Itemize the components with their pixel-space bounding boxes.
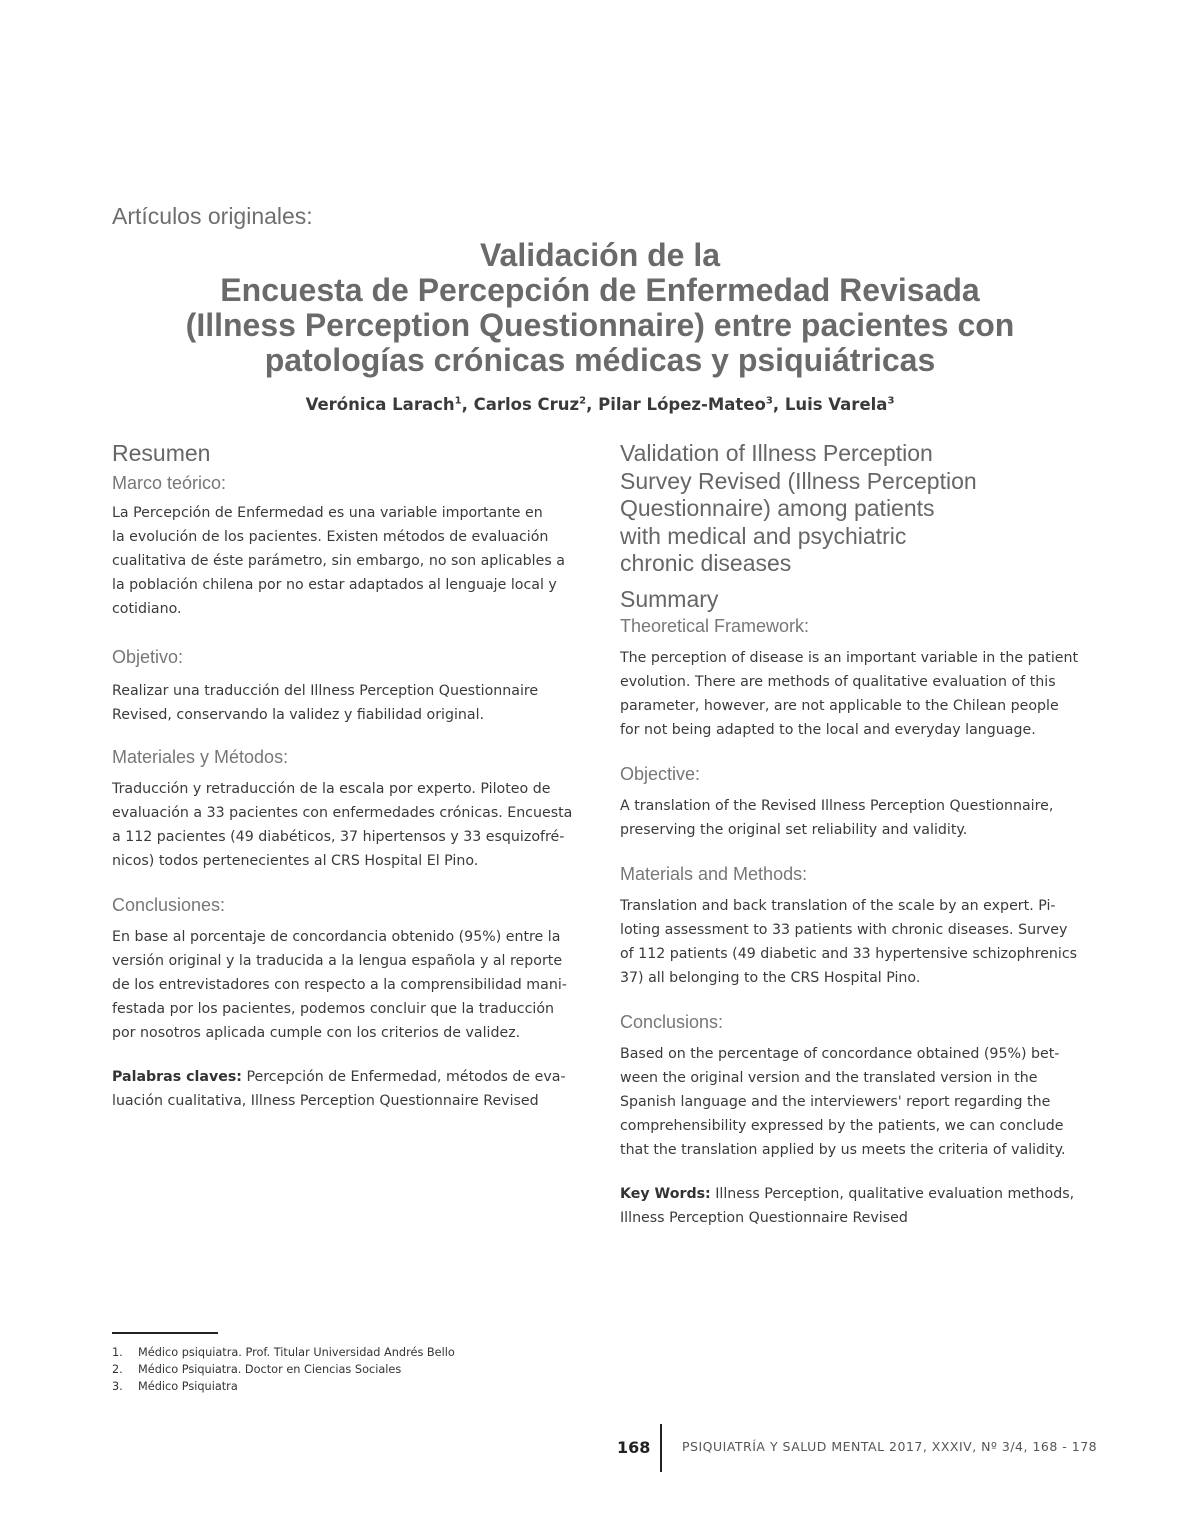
conclusions-heading: Conclusions:: [620, 1011, 724, 1032]
text-line: la evolución de los pacientes. Existen métodos de evaluación: [112, 529, 549, 545]
text-line: Traducción y retraducción de la escala por experto. Piloteo de: [112, 781, 551, 797]
keywords-text: Illness Perception Questionnaire Revised: [620, 1209, 908, 1226]
title-line: Validation of Illness Perception: [620, 440, 933, 466]
conclusiones-text: [112, 925, 582, 1045]
text-line: Translation and back translation of the scale by an expert. Pi-: [620, 897, 1056, 914]
text-line: ween the original version and the translated version in the: [620, 1069, 1038, 1086]
objetivo-text: [112, 679, 582, 727]
framework-heading: Theoretical Framework:: [620, 615, 810, 636]
text-line: loting assessment to 33 patients with chronic diseases. Survey: [620, 921, 1068, 938]
page-number: 168: [617, 1438, 651, 1457]
objective-heading: Objective:: [620, 763, 701, 784]
title-line: chronic diseases: [620, 550, 792, 576]
summary-heading: Summary: [620, 585, 719, 612]
materials-text: [620, 894, 1090, 990]
author-name: Pilar López-Mateo: [598, 395, 766, 414]
text-line: versión original y la traducida a la lengua española y al reporte: [112, 953, 563, 969]
title-line: with medical and psychiatric: [620, 522, 907, 549]
key-words: [620, 1182, 1090, 1230]
text-line: la población chilena por no estar adaptados al lenguaje local y: [112, 577, 557, 593]
author-list: Verónica Larach$^1$, Carlos Cruz$^2$, Pilar López-Mateo$^3$, Luis Varela$^3$: [305, 395, 895, 414]
english-abstract: [620, 440, 1090, 1230]
english-title: [620, 440, 1090, 578]
title-line: Survey Revised (Illness Perception: [620, 467, 977, 494]
title-line: Questionnaire) among patients: [620, 495, 935, 521]
objetivo-heading: Objetivo:: [112, 647, 184, 667]
text-line: 37) all belonging to the CRS Hospital Pino.: [620, 969, 921, 986]
section-label: Artículos originales:: [112, 203, 313, 229]
title-line: Encuesta de Percepción de Enfermedad Revisada: [220, 272, 980, 308]
footnote-text: Médico Psiquiatra: [138, 1380, 238, 1393]
text-line: de los entrevistadores con respecto a la comprensibilidad mani-: [112, 977, 567, 993]
text-line: a 112 pacientes (49 diabéticos, 37 hipertensos y 33 esquizofré-: [112, 829, 565, 845]
materials-heading: Materials and Methods:: [620, 863, 808, 884]
article-title: [100, 238, 1100, 378]
resumen-heading: Resumen: [112, 440, 211, 466]
text-line: Spanish language and the interviewers' report regarding the: [620, 1093, 1051, 1110]
keywords-label: Palabras claves:: [112, 1069, 242, 1085]
text-line: La Percepción de Enfermedad es una variable importante en: [112, 505, 543, 521]
keywords-text: Illness Perception, qualitative evaluation methods,: [710, 1185, 1075, 1202]
materiales-text: [112, 777, 582, 873]
footnote-number: 2.: [112, 1363, 123, 1376]
author-name: Verónica Larach: [305, 395, 455, 414]
text-line: A translation of the Revised Illness Perception Questionnaire,: [620, 797, 1054, 814]
footnote-rule: [112, 1332, 218, 1334]
text-line: cualitativa de éste parámetro, sin embargo, no son aplicables a: [112, 553, 565, 569]
footnote: [112, 1344, 455, 1361]
text-line: for not being adapted to the local and everyday language.: [620, 721, 1036, 738]
text-line: evaluación a 33 pacientes con enfermedades crónicas. Encuesta: [112, 805, 573, 821]
footnote-text: Médico Psiquiatra. Doctor en Ciencias Sociales: [138, 1363, 402, 1376]
title-line: Validación de la: [479, 237, 721, 273]
footnote-number: 3.: [112, 1380, 123, 1393]
keywords-text: luación cualitativa, Illness Perception Questionnaire Revised: [112, 1093, 539, 1109]
text-line: por nosotros aplicada cumple con los criterios de validez.: [112, 1025, 521, 1041]
text-line: cotidiano.: [112, 601, 182, 617]
marco-teorico-heading: Marco teórico:: [112, 473, 227, 493]
text-line: evolution. There are methods of qualitative evaluation of this: [620, 673, 1056, 690]
text-line: festada por los pacientes, podemos concluir que la traducción: [112, 1001, 554, 1017]
journal-reference: PSIQUIATRÍA Y SALUD MENTAL 2017, XXXIV, Nº 3/4, 168 - 178: [682, 1439, 1098, 1454]
title-line: patologías crónicas médicas y psiquiátricas: [264, 342, 936, 378]
text-line: The perception of disease is an important variable in the patient: [620, 649, 1079, 666]
author-name: Carlos Cruz: [473, 395, 580, 414]
text-line: preserving the original set reliability and validity.: [620, 821, 968, 838]
text-line: En base al porcentaje de concordancia obtenido (95%) entre la: [112, 929, 561, 945]
footnote-number: 1.: [112, 1346, 123, 1359]
title-line: (Illness Perception Questionnaire) entre pacientes con: [185, 307, 1015, 343]
author-affiliation: 2: [579, 395, 587, 407]
text-line: of 112 patients (49 diabetic and 33 hypertensive schizophrenics: [620, 945, 1078, 962]
author-name: Luis Varela: [784, 395, 888, 414]
footnotes: [112, 1332, 455, 1395]
framework-text: [620, 646, 1090, 742]
text-line: comprehensibility expressed by the patients, we can conclude: [620, 1117, 1064, 1134]
objective-text: [620, 794, 1090, 842]
text-line: Realizar una traducción del Illness Perception Questionnaire: [112, 683, 539, 699]
text-line: that the translation applied by us meets the criteria of validity.: [620, 1141, 1066, 1158]
keywords-text: Percepción de Enfermedad, métodos de eva-: [241, 1069, 566, 1085]
palabras-claves: [112, 1065, 582, 1113]
keywords-label: Key Words:: [620, 1185, 711, 1202]
author-affiliation: 3: [887, 395, 895, 407]
spanish-abstract: [112, 440, 582, 1113]
materiales-heading: Materiales y Métodos:: [112, 747, 289, 767]
text-line: nicos) todos pertenecientes al CRS Hospital El Pino.: [112, 853, 479, 869]
footnote: [112, 1361, 455, 1378]
footnote: [112, 1378, 455, 1395]
author-affiliation: 1: [454, 395, 462, 407]
text-line: Revised, conservando la validez y fiabilidad original.: [112, 707, 485, 723]
text-line: parameter, however, are not applicable to the Chilean people: [620, 697, 1059, 714]
text-line: Based on the percentage of concordance obtained (95%) bet-: [620, 1045, 1060, 1062]
footnote-text: Médico psiquiatra. Prof. Titular Universidad Andrés Bello: [138, 1346, 455, 1359]
marco-teorico-text: [112, 501, 582, 621]
footer-divider: [660, 1424, 662, 1472]
conclusions-text: [620, 1042, 1090, 1162]
conclusiones-heading: Conclusiones:: [112, 895, 226, 915]
author-affiliation: 3: [765, 395, 773, 407]
